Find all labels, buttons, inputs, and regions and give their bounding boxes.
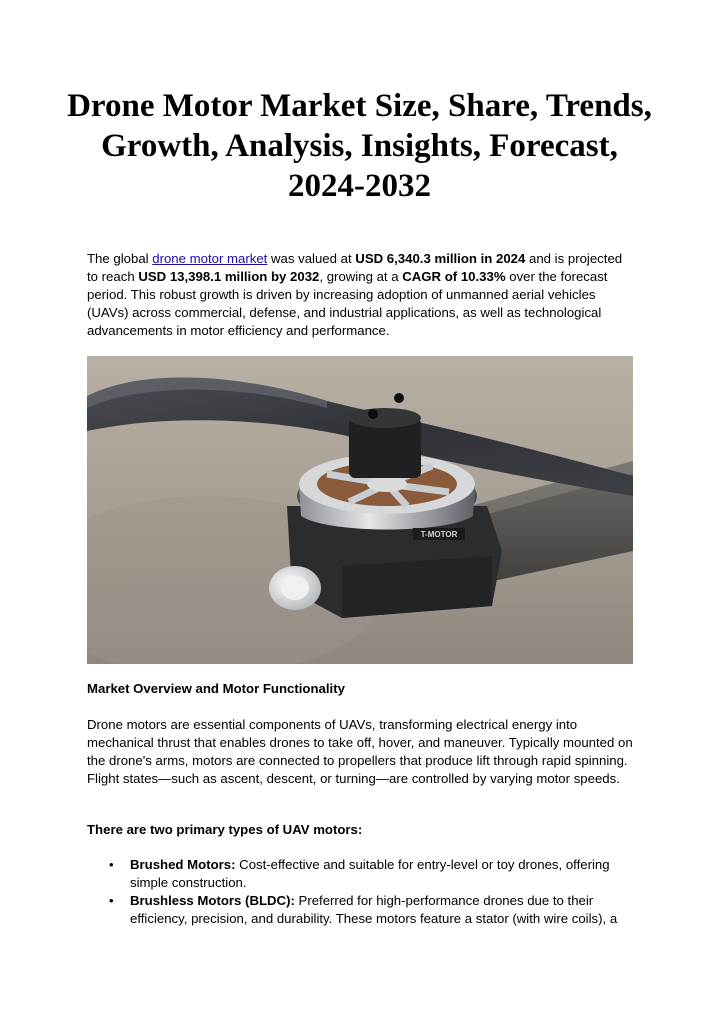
intro-text-2: was valued at — [267, 251, 356, 266]
motor-types-list — [87, 856, 635, 928]
motor-brand-label: T-MOTOR — [420, 530, 458, 539]
drone-motor-illustration — [87, 356, 633, 664]
list-item-description: Preferred for high-performance drones due to their efficiency, precision, and durability. These motors feature a stator (with wire coils), a — [130, 893, 618, 926]
overview-paragraph: Drone motors are essential components of UAVs, transforming electrical energy into mechanical thrust that enables drones to take off, hover, and maneuver. Typically mounted on the drone's arms, motors are connected to propellers that produce lift through rapid spinning. Flight states—such as ascent, descent, or turning—are controlled by varying motor speeds. — [87, 717, 633, 786]
bullet-icon: • — [109, 857, 114, 872]
drone-motor-photo — [87, 356, 633, 664]
list-item-term: Brushless Motors (BLDC): — [130, 893, 295, 908]
intro-paragraph — [87, 250, 635, 340]
drone-motor-market-link[interactable]: drone motor market — [152, 251, 268, 266]
intro-value-2032: USD 13,398.1 million by 2032 — [138, 269, 320, 284]
bullet-icon: • — [109, 893, 114, 908]
intro-text-4: , growing at a — [319, 269, 403, 284]
list-item — [87, 856, 635, 892]
list-item-description: Cost-effective and suitable for entry-level or toy drones, offering simple construction. — [130, 857, 610, 890]
intro-cagr: CAGR of 10.33% — [402, 269, 506, 284]
section-heading: Market Overview and Motor Functionality — [87, 681, 345, 696]
intro-text-3: and is projected to reach — [87, 251, 623, 284]
intro-text-1: The global — [87, 251, 153, 266]
page-title: Drone Motor Market Size, Share, Trends, Growth, Analysis, Insights, Forecast, 2024-2032 — [67, 88, 652, 204]
list-item-term: Brushed Motors: — [130, 857, 236, 872]
list-item — [87, 892, 635, 928]
motor-types-heading: There are two primary types of UAV motors: — [87, 822, 363, 837]
intro-value-2024: USD 6,340.3 million in 2024 — [355, 251, 526, 266]
intro-text-5: over the forecast period. This robust growth is driven by increasing adoption of unmanned aerial vehicles (UAVs) across commercial, defense, and industrial applications, as well as technological advancements in motor efficiency and performance. — [87, 269, 608, 338]
